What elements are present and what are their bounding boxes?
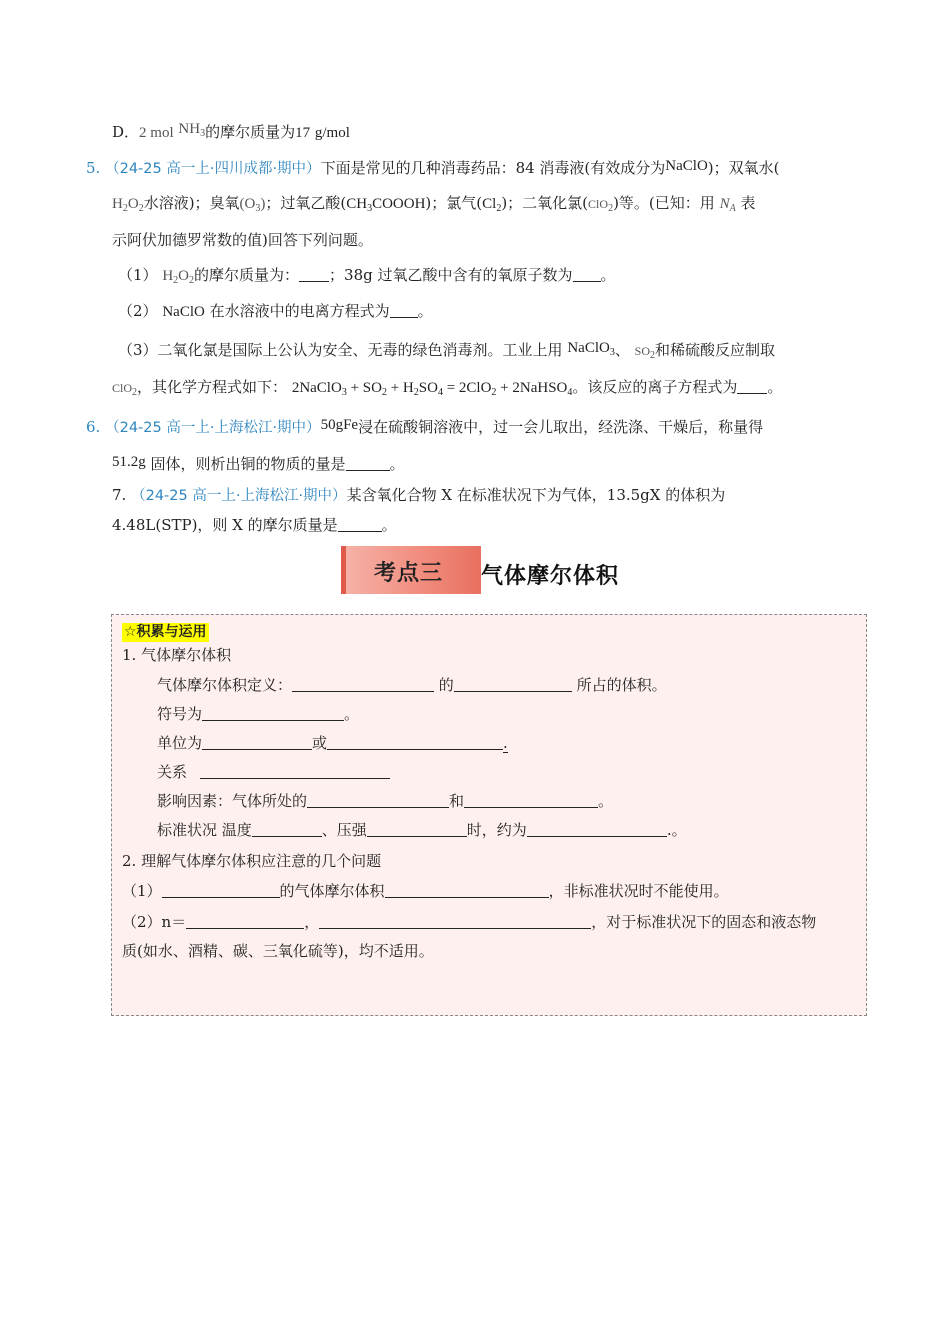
na-symbol: [720, 196, 736, 212]
q5-intro: 下面是常见的几种消毒药品：84 消毒液(有效成分为: [320, 159, 666, 177]
part-label: （2）: [118, 302, 158, 320]
panel-tag: ☆积累与运用: [124, 624, 207, 640]
naclo-formula: NaClO: [665, 158, 708, 174]
fill-blank[interactable]: [385, 883, 549, 898]
text: 气体摩尔体积定义：: [157, 676, 293, 694]
text: 示阿伏加德罗常数的值)回答下列问题。: [112, 231, 373, 249]
eq-sub: 2: [381, 387, 387, 398]
part-label: （3）: [118, 341, 158, 359]
f-part: Cl: [482, 196, 497, 212]
relation-line: [157, 762, 390, 782]
clo2-formula: [588, 197, 614, 214]
fill-blank[interactable]: [319, 914, 591, 929]
text: 固体，则析出铜的物质的量是: [150, 455, 346, 473]
text: 。: [381, 516, 397, 534]
text: ，对于标准状况下的固态和液态物: [591, 913, 817, 931]
option-text: 的摩尔质量为: [205, 123, 296, 141]
standard-condition-line: [157, 820, 687, 840]
text: 二氧化氯是国际上公认为安全、无毒的绿色消毒剂。工业上用: [157, 341, 563, 359]
f-part: ClO: [112, 381, 133, 395]
f-part: (O: [239, 196, 256, 212]
question-source-link[interactable]: （24-25 高一上·上海松江·期中）: [131, 488, 347, 504]
fill-blank[interactable]: [292, 677, 434, 692]
f-part: H: [112, 196, 123, 212]
fill-blank[interactable]: [252, 822, 322, 837]
answer-blank[interactable]: [390, 303, 418, 318]
answer-blank[interactable]: [346, 456, 390, 471]
question-source-link[interactable]: （24-25 高一上·四川成都·期中）: [105, 161, 321, 177]
q6-line-2: [112, 452, 405, 474]
text: 所占的体积。: [576, 676, 667, 694]
q5-line-1: [86, 156, 780, 179]
text: 、压强: [321, 821, 367, 839]
answer-blank[interactable]: [338, 517, 382, 532]
q7-line-2: [112, 515, 397, 535]
heading-text: 1. 气体摩尔体积: [122, 646, 232, 664]
q5-intro2: )；双氧水(: [707, 159, 780, 177]
note-1: [122, 881, 729, 901]
f-part: ClO: [588, 197, 609, 211]
h2o2-formula: [112, 196, 144, 212]
fill-blank[interactable]: [327, 735, 503, 750]
text: 的气体摩尔体积: [279, 882, 385, 900]
text: 和稀硫酸反应制取: [654, 341, 775, 359]
q5-part-1: [118, 265, 616, 291]
note-2: [122, 912, 816, 932]
text: 。: [767, 378, 783, 396]
ch3cooh-formula: [346, 196, 425, 212]
text: ，: [304, 913, 320, 931]
text: 关系: [157, 763, 188, 781]
f-part: H: [162, 268, 174, 284]
value: 17: [295, 125, 311, 141]
q4-option-d: [112, 119, 350, 144]
fill-blank[interactable]: [307, 793, 449, 808]
naclo-formula: NaClO: [162, 304, 205, 320]
text: 和: [449, 792, 465, 810]
text: 浸在硫酸铜溶液中，过一会儿取出，经洗涤、干燥后，称量得: [358, 418, 764, 436]
eq-sub: 2: [413, 387, 419, 398]
text: 某含氧化合物 X 在标准状况下为气体，13.5gX 的体积为: [346, 486, 726, 504]
eq-sub: 3: [341, 387, 347, 398]
q5-part-2: [118, 301, 433, 322]
text: .。: [666, 821, 687, 839]
fill-blank[interactable]: [200, 764, 390, 779]
f-part: CH: [346, 196, 368, 212]
f-sub: 2: [132, 387, 138, 398]
f-part: SO: [634, 344, 650, 358]
question-source-link[interactable]: （24-25 高一上·上海松江·期中）: [105, 420, 321, 436]
nh3-formula: [178, 121, 205, 137]
section-badge-label: 考点三: [374, 561, 444, 586]
q5-part-3-line-2: [112, 377, 782, 403]
text: ，其化学方程式如下：: [137, 378, 288, 396]
eq-part: + H: [386, 380, 414, 396]
answer-blank[interactable]: [299, 267, 329, 282]
f-part: COOOH: [372, 196, 426, 212]
q5-line-2: [112, 193, 755, 219]
eq-sub: 4: [567, 387, 573, 398]
heading-text: 2. 理解气体摩尔体积应注意的几个问题: [122, 852, 382, 870]
text: )；氯气(: [425, 194, 483, 212]
f-sub: 2: [138, 203, 144, 214]
text: .: [503, 734, 508, 752]
eq-part: = 2ClO: [442, 380, 492, 396]
text: 影响因素：气体所处的: [157, 792, 308, 810]
fill-blank[interactable]: [454, 677, 572, 692]
question-number: 5.: [86, 159, 101, 177]
section-header: [341, 546, 641, 594]
text: 。: [417, 302, 433, 320]
text: 时，约为: [466, 821, 527, 839]
mass: 50gFe: [320, 417, 359, 433]
formula-sub: 3: [200, 128, 206, 139]
naclo3-formula: [567, 340, 615, 356]
f-sub: 2: [173, 275, 179, 286]
text: ；38g 过氧乙酸中含有的氧原子数为: [329, 266, 573, 284]
f-sub: 2: [189, 275, 195, 286]
fill-blank[interactable]: [162, 883, 280, 898]
so2-formula: [634, 344, 655, 361]
amount: 2 mol: [139, 125, 174, 141]
text: )等。(已知：用: [613, 194, 715, 212]
fill-blank[interactable]: [202, 735, 312, 750]
eq-part: 2NaClO: [291, 380, 342, 396]
note-2-cont: [122, 941, 434, 961]
fill-blank[interactable]: [202, 706, 344, 721]
option-label: D．: [112, 123, 140, 141]
f-sub: 3: [367, 203, 373, 214]
fill-blank[interactable]: [527, 822, 667, 837]
q7-line-1: [112, 485, 725, 506]
text: 或: [312, 734, 328, 752]
text: （2）n＝: [122, 913, 187, 931]
f-sub: 2: [649, 350, 655, 361]
section-badge: [341, 546, 481, 594]
text: 符号为: [157, 705, 203, 723]
f-sub: 2: [608, 203, 614, 214]
text: )；二氧化氯(: [501, 194, 589, 212]
q6-line-1: [86, 415, 763, 438]
mass: 51.2g: [112, 454, 146, 470]
f-sub: 2: [122, 203, 128, 214]
cl2-formula: [482, 196, 501, 212]
unit-line: [157, 733, 508, 753]
unit: g/mol: [314, 125, 350, 141]
text: 。: [344, 705, 360, 723]
text: 。: [600, 266, 616, 284]
factor-line: [157, 791, 613, 811]
q5-part-3-line-1: [118, 338, 775, 366]
knowledge-panel: [111, 614, 867, 1016]
text: 在水溶液中的电离方程式为: [209, 302, 390, 320]
q5-line-3: [112, 230, 373, 250]
text: 单位为: [157, 734, 203, 752]
eq-sub: 2: [491, 387, 497, 398]
fill-blank[interactable]: [186, 914, 304, 929]
text: 。: [598, 792, 614, 810]
chemical-equation: [292, 380, 573, 396]
text: （1）: [122, 882, 162, 900]
clo2-formula: [112, 381, 138, 398]
formula: NH: [178, 121, 201, 137]
text: 水溶液)；臭氧: [143, 194, 240, 212]
answer-blank[interactable]: [573, 267, 601, 282]
text: ；过氧乙酸(: [265, 194, 347, 212]
f-sub: 3: [255, 203, 261, 214]
f-sub: 2: [496, 203, 502, 214]
question-number: 6.: [86, 418, 101, 436]
fill-blank[interactable]: [464, 793, 598, 808]
text: 、: [614, 341, 630, 359]
text: 。该反应的离子方程式为: [572, 378, 738, 396]
fill-blank[interactable]: [367, 822, 467, 837]
text: 的摩尔质量为：: [194, 266, 300, 284]
answer-blank[interactable]: [737, 379, 767, 394]
part-label: （1）: [118, 266, 158, 284]
text: 质(如水、酒精、碳、三氧化硫等)，均不适用。: [122, 942, 434, 960]
definition-line: [157, 675, 667, 695]
eq-part: SO: [418, 380, 438, 396]
eq-sub: 4: [437, 387, 443, 398]
o3-formula: [240, 196, 266, 212]
text: 4.48L(STP)，则 X 的摩尔质量是: [112, 516, 338, 534]
question-number: 7.: [112, 486, 127, 504]
f-part: NaClO: [567, 340, 610, 356]
f-part: ): [260, 196, 266, 212]
eq-part: + 2NaHSO: [496, 380, 568, 396]
f-part: O: [178, 268, 190, 284]
panel-heading-2: [122, 851, 381, 871]
symbol-line: [157, 704, 359, 724]
h2o2-formula: [162, 268, 194, 284]
text: 。: [389, 455, 405, 473]
text: 表: [740, 194, 756, 212]
f-part: O: [127, 196, 139, 212]
f-sub: A: [729, 203, 736, 214]
text: ，非标准状况时不能使用。: [548, 882, 729, 900]
text: 的: [438, 676, 454, 694]
text: 标准状况 温度: [157, 821, 252, 839]
panel-heading-1: [122, 645, 231, 665]
f-part: N: [719, 196, 730, 212]
section-title: 气体摩尔体积: [481, 564, 620, 589]
f-sub: 3: [609, 347, 615, 358]
eq-part: + SO: [346, 380, 382, 396]
